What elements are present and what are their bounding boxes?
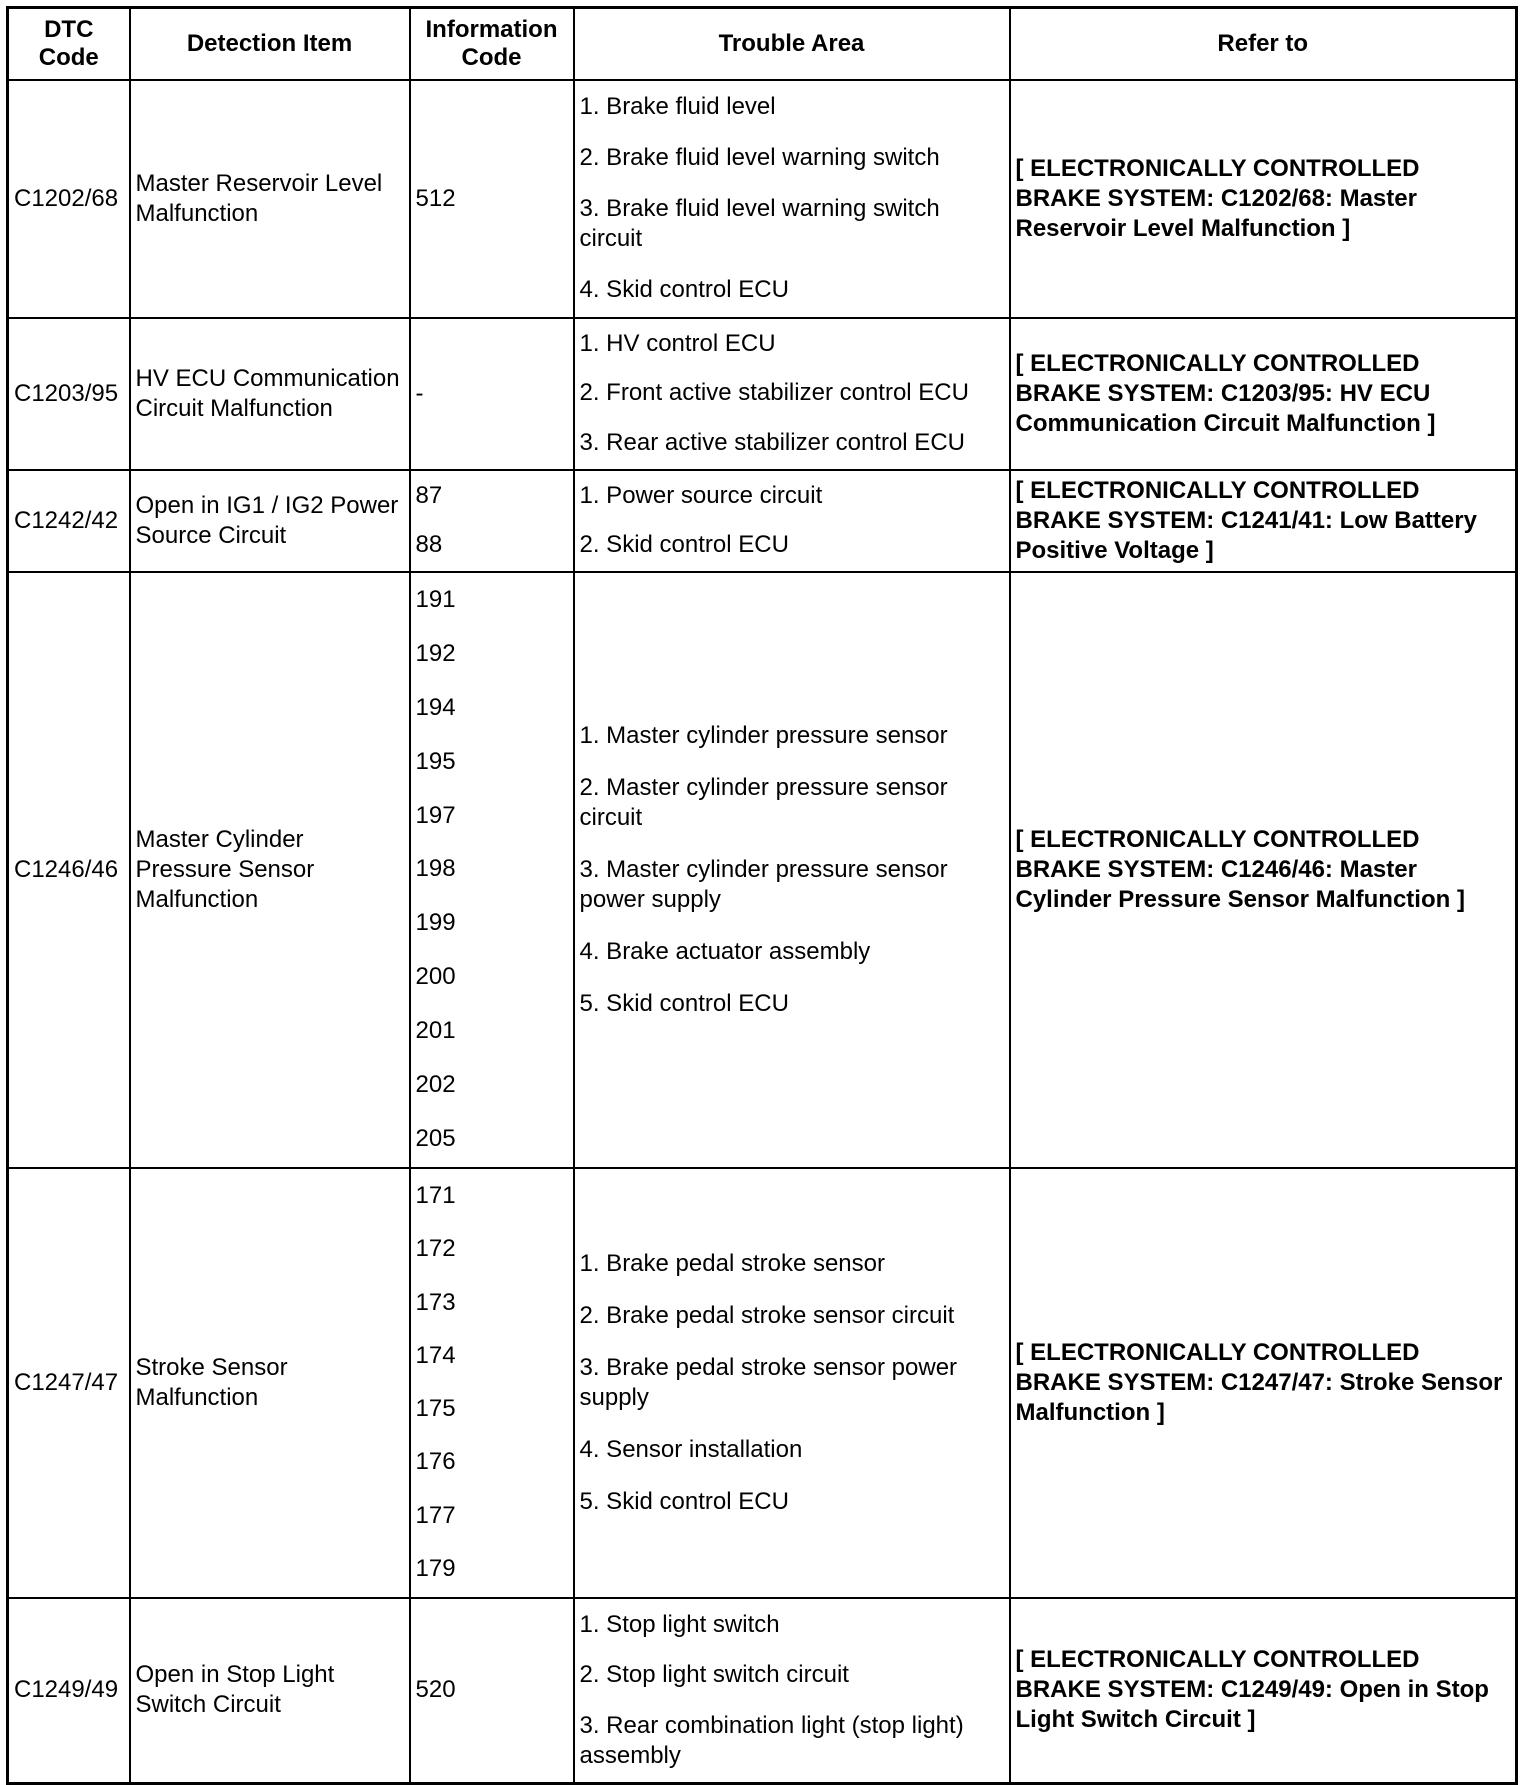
trouble-area-list [580, 82, 1004, 316]
trouble-area-item: 3. Brake fluid level warning switch circuit [579, 195, 940, 252]
trouble-area-cell [574, 470, 1010, 572]
trouble-area-item: 1. Brake fluid level [579, 93, 776, 120]
trouble-area-item: 4. Sensor installation [579, 1435, 803, 1463]
dtc-table [6, 6, 1518, 1785]
trouble-area-cell [574, 1168, 1010, 1598]
dtc-code: C1203/95 [8, 318, 130, 470]
information-code: 174 [415, 1341, 456, 1369]
trouble-area-cell [574, 318, 1010, 470]
information-code-cell [410, 470, 574, 572]
header-information-code: Information Code [410, 8, 574, 80]
information-code: 520 [415, 1676, 456, 1704]
header-refer-to: Refer to [1010, 8, 1517, 80]
trouble-area-item: 2. Front active stabilizer control ECU [579, 379, 969, 407]
dtc-code: C1249/49 [8, 1598, 130, 1784]
trouble-area-item: 1. Power source circuit [579, 482, 823, 509]
detection-item: Open in IG1 / IG2 Power Source Circuit [130, 470, 410, 572]
trouble-area-cell [574, 572, 1010, 1168]
trouble-area-item: 3. Master cylinder pressure sensor power supply [579, 855, 948, 913]
trouble-area-item: 5. Skid control ECU [579, 1487, 789, 1515]
information-code: 202 [415, 1070, 456, 1098]
information-code: 176 [415, 1448, 456, 1476]
detection-item: Master Reservoir Level Malfunction [130, 80, 410, 318]
information-code: 195 [415, 747, 456, 775]
information-code: 175 [415, 1395, 456, 1423]
detection-item: Open in Stop Light Switch Circuit [130, 1598, 410, 1784]
trouble-area-item: 2. Master cylinder pressure sensor circuit [579, 773, 948, 831]
dtc-code: C1247/47 [8, 1168, 130, 1598]
trouble-area-item: 2. Stop light switch circuit [579, 1661, 849, 1689]
information-code: 201 [415, 1016, 456, 1044]
trouble-area-list [580, 472, 1004, 570]
information-code-list [416, 320, 568, 468]
dtc-code: C1246/46 [8, 572, 130, 1168]
information-code: 191 [415, 586, 456, 614]
information-code: 171 [415, 1182, 456, 1210]
header-dtc-code: DTC Code [8, 8, 130, 80]
trouble-area-item: 3. Brake pedal stroke sensor power supply [579, 1353, 958, 1411]
refer-to-link[interactable]: [ ELECTRONICALLY CONTROLLED BRAKE SYSTEM: C1249/49: Open in Stop Light Switch Circuit ] [1010, 1598, 1517, 1784]
trouble-area-item: 2. Skid control ECU [579, 531, 789, 558]
information-code: 200 [415, 963, 456, 991]
trouble-area-item: 1. Brake pedal stroke sensor [579, 1249, 885, 1277]
table-row [8, 572, 1517, 1168]
information-code-cell [410, 572, 574, 1168]
trouble-area-item: 3. Rear active stabilizer control ECU [579, 428, 965, 456]
table-row [8, 1168, 1517, 1598]
information-code: 172 [415, 1235, 456, 1263]
table-row [8, 1598, 1517, 1784]
information-code-cell [410, 1168, 574, 1598]
information-code-list [416, 574, 568, 1166]
information-code: 179 [415, 1554, 456, 1582]
refer-to-link[interactable]: [ ELECTRONICALLY CONTROLLED BRAKE SYSTEM: C1203/95: HV ECU Communication Circuit Malfunction ] [1010, 318, 1517, 470]
trouble-area-item: 1. Stop light switch [579, 1610, 780, 1638]
header-detection-item: Detection Item [130, 8, 410, 80]
table-row [8, 80, 1517, 318]
information-code: 88 [415, 531, 443, 558]
information-code: 192 [415, 640, 456, 668]
refer-to-link[interactable]: [ ELECTRONICALLY CONTROLLED BRAKE SYSTEM: C1246/46: Master Cylinder Pressure Sensor Malfunction ] [1010, 572, 1517, 1168]
detection-item: Stroke Sensor Malfunction [130, 1168, 410, 1598]
refer-to-link[interactable]: [ ELECTRONICALLY CONTROLLED BRAKE SYSTEM: C1241/41: Low Battery Positive Voltage ] [1010, 470, 1517, 572]
header-trouble-area: Trouble Area [574, 8, 1010, 80]
information-code: 199 [415, 909, 456, 937]
information-code: 205 [415, 1124, 456, 1152]
trouble-area-item: 5. Skid control ECU [579, 989, 789, 1017]
information-code: 173 [415, 1288, 456, 1316]
trouble-area-item: 4. Skid control ECU [579, 276, 789, 303]
information-code: 512 [415, 184, 456, 212]
information-code-list [416, 472, 568, 570]
information-code-cell [410, 1598, 574, 1784]
table-row [8, 318, 1517, 470]
trouble-area-list [580, 1170, 1004, 1596]
information-code: 87 [415, 482, 443, 509]
trouble-area-item: 1. HV control ECU [579, 330, 776, 358]
trouble-area-list [580, 574, 1004, 1166]
information-code: 194 [415, 694, 456, 722]
trouble-area-item: 2. Brake pedal stroke sensor circuit [579, 1301, 955, 1329]
information-code-list [416, 82, 568, 316]
trouble-area-item: 1. Master cylinder pressure sensor [579, 721, 948, 749]
information-code-cell [410, 318, 574, 470]
detection-item: Master Cylinder Pressure Sensor Malfunction [130, 572, 410, 1168]
trouble-area-item: 3. Rear combination light (stop light) assembly [579, 1711, 964, 1769]
information-code-cell [410, 80, 574, 318]
dtc-code: C1242/42 [8, 470, 130, 572]
trouble-area-cell [574, 80, 1010, 318]
information-code: - [415, 379, 424, 407]
table-row [8, 470, 1517, 572]
information-code: 177 [415, 1501, 456, 1529]
trouble-area-cell [574, 1598, 1010, 1784]
dtc-code: C1202/68 [8, 80, 130, 318]
information-code: 198 [415, 855, 456, 883]
trouble-area-item: 2. Brake fluid level warning switch [579, 144, 940, 171]
information-code-list [416, 1599, 568, 1781]
information-code: 197 [415, 801, 456, 829]
trouble-area-item: 4. Brake actuator assembly [579, 937, 871, 965]
detection-item: HV ECU Communication Circuit Malfunction [130, 318, 410, 470]
header-row [8, 8, 1517, 80]
trouble-area-list [580, 1599, 1004, 1781]
trouble-area-list [580, 320, 1004, 468]
refer-to-link[interactable]: [ ELECTRONICALLY CONTROLLED BRAKE SYSTEM: C1202/68: Master Reservoir Level Malfunction ] [1010, 80, 1517, 318]
information-code-list [416, 1170, 568, 1596]
refer-to-link[interactable]: [ ELECTRONICALLY CONTROLLED BRAKE SYSTEM: C1247/47: Stroke Sensor Malfunction ] [1010, 1168, 1517, 1598]
